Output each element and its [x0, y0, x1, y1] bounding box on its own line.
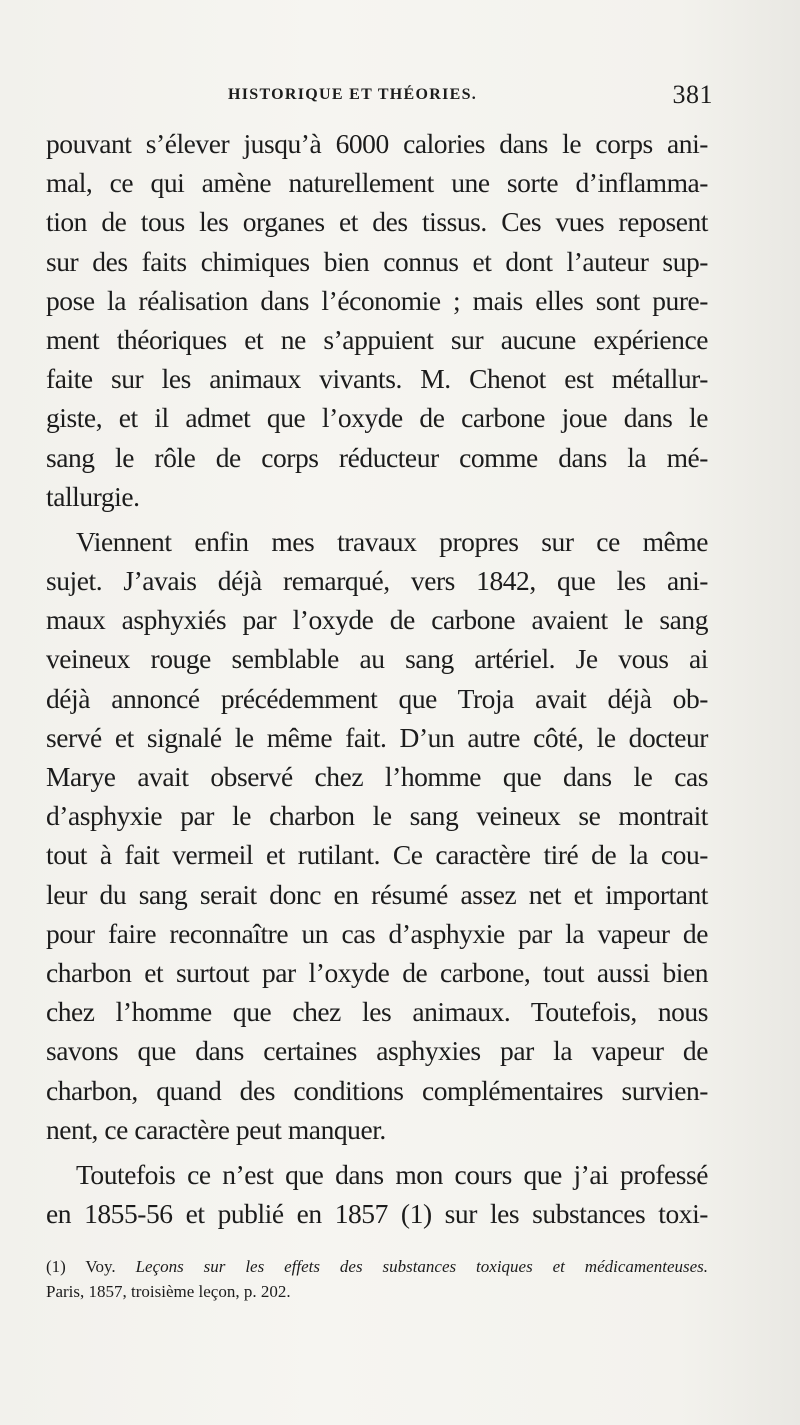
running-head: HISTORIQUE ET THÉORIES.	[228, 86, 478, 103]
text-line: servé et signalé le même fait. D’un autre côté, le docteur	[46, 721, 708, 753]
text-line: Toutefois ce n’est que dans mon cours que j’ai professé	[76, 1158, 708, 1190]
text-line: charbon et surtout par l’oxyde de carbone, tout aussi bien	[46, 956, 708, 988]
text-line: faite sur les animaux vivants. M. Chenot est métallur-	[46, 363, 708, 395]
text-line: veineux rouge semblable au sang artériel. Je vous ai	[46, 643, 708, 675]
text-line: giste, et il admet que l’oxyde de carbone joue dans le	[46, 402, 708, 434]
text-line: pouvant s’élever jusqu’à 6000 calories dans le corps ani-	[46, 128, 708, 159]
text-line: ment théoriques et ne s’appuient sur aucune expérience	[46, 323, 708, 355]
paragraph-2	[46, 522, 708, 1149]
text-line: nent, ce caractère peut manquer.	[46, 1113, 386, 1145]
text-line: charbon, quand des conditions complémentaires survien-	[46, 1074, 708, 1106]
text-line: tallurgie.	[46, 480, 140, 512]
text-line: déjà annoncé précédemment que Troja avait déjà ob-	[46, 682, 708, 714]
text-line: d’asphyxie par le charbon le sang veineux se montrait	[46, 800, 708, 832]
text-line: pose la réalisation dans l’économie ; mais elles sont pure-	[46, 284, 708, 316]
text-line: savons que dans certaines asphyxies par la vapeur de	[46, 1035, 708, 1067]
text-line: Viennent enfin mes travaux propres sur ce même	[76, 525, 708, 557]
text-line: sur des faits chimiques bien connus et dont l’auteur sup-	[46, 245, 708, 277]
footnote-title: Leçons sur les effets des substances toxiques et médicamenteuses.	[135, 1257, 709, 1276]
page-number: 381	[672, 80, 713, 109]
footnote	[46, 1254, 708, 1304]
footnote-line-2: Paris, 1857, troisième leçon, p. 202.	[46, 1282, 291, 1301]
page-header	[228, 82, 713, 112]
footnote-line-1	[46, 1254, 708, 1279]
text-line: en 1855-56 et publié en 1857 (1) sur les substances toxi-	[46, 1198, 708, 1230]
text-line: leur du sang serait donc en résumé assez net et important	[46, 878, 708, 910]
paragraph-1	[46, 124, 708, 516]
text-line: tion de tous les organes et des tissus. Ces vues reposent	[46, 206, 708, 238]
text-line: mal, ce qui amène naturellement une sorte d’inflamma-	[46, 167, 708, 199]
text-line: Marye avait observé chez l’homme que dans le cas	[46, 761, 708, 792]
footnote-marker: (1) Voy.	[46, 1257, 116, 1276]
text-line: chez l’homme que chez les animaux. Toutefois, nous	[46, 996, 708, 1028]
paragraph-3	[46, 1155, 708, 1233]
text-line: pour faire reconnaître un cas d’asphyxie par la vapeur de	[46, 917, 708, 949]
body-text	[46, 124, 708, 1233]
text-line: sang le rôle de corps réducteur comme dans la mé-	[46, 441, 708, 473]
text-line: sujet. J’avais déjà remarqué, vers 1842, que les ani-	[46, 565, 708, 597]
text-line: maux asphyxiés par l’oxyde de carbone avaient le sang	[46, 604, 708, 636]
text-line: tout à fait vermeil et rutilant. Ce caractère tiré de la cou-	[46, 839, 708, 871]
